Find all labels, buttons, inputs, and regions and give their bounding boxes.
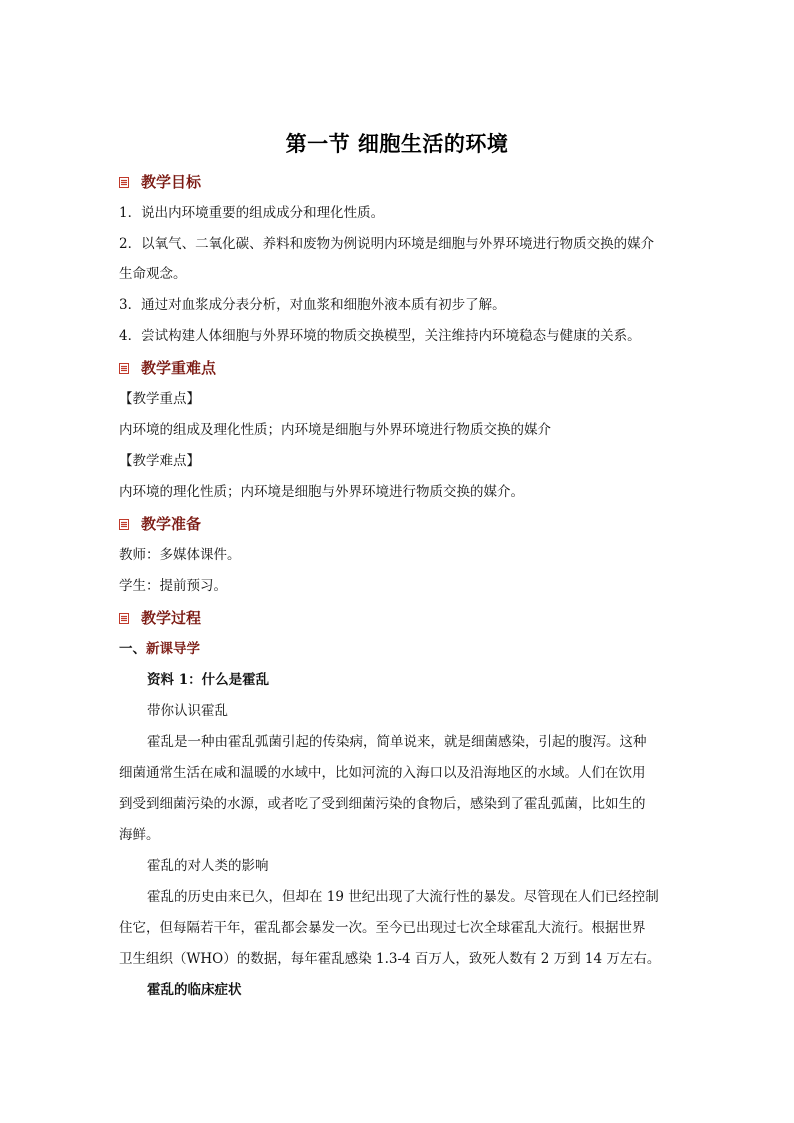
focus-text: 内环境的组成及理化性质；内环境是细胞与外界环境进行物质交换的媒介 — [119, 422, 551, 438]
para1-line-3: 到受到细菌污染的水源，或者吃了受到细菌污染的食物后，感染到了霍乱弧菌，比如生的 — [119, 796, 646, 812]
page-title: 第一节 细胞生活的环境 — [285, 131, 509, 156]
goal-item-3: 3．通过对血浆成分表分析，对血浆和细胞外液本质有初步了解。 — [119, 297, 506, 313]
para2-line-1: 霍乱的历史由来已久，但却在 19 世纪出现了大流行性的暴发。尽管现在人们已经控制 — [147, 889, 659, 905]
section-heading-process — [119, 607, 201, 629]
goal-item-1: 1．说出内环境重要的组成成分和理化性质。 — [119, 205, 385, 221]
prep-teacher: 教师：多媒体课件。 — [119, 547, 241, 563]
square-bullet-icon — [119, 363, 129, 374]
part-heading-new-lesson — [119, 639, 200, 659]
section-heading-text: 教学准备 — [141, 515, 202, 533]
difficulty-text: 内环境的理化性质；内环境是细胞与外界环境进行物质交换的媒介。 — [119, 484, 524, 500]
goal-item-2-cont: 生命观念。 — [119, 266, 187, 282]
prep-student: 学生：提前预习。 — [119, 578, 227, 594]
square-bullet-icon — [119, 613, 129, 624]
square-bullet-icon — [119, 519, 129, 530]
para2-line-2: 住它，但每隔若干年，霍乱都会暴发一次。至今已出现过七次全球霍乱大流行。根据世界 — [119, 920, 646, 936]
symptoms-heading: 霍乱的临床症状 — [147, 982, 242, 998]
impact-heading: 霍乱的对人类的影响 — [147, 858, 269, 874]
part-title: 新课导学 — [146, 641, 200, 657]
section-heading-text: 教学过程 — [141, 609, 202, 627]
goal-item-4: 4．尝试构建人体细胞与外界环境的物质交换模型，关注维持内环境稳态与健康的关系。 — [119, 328, 641, 344]
section-heading-text: 教学目标 — [141, 173, 202, 191]
section-heading-key-points — [119, 357, 216, 379]
section-heading-preparation — [119, 513, 201, 535]
para1-line-2: 细菌通常生活在咸和温暖的水域中，比如河流的入海口以及沿海地区的水域。人们在饮用 — [119, 765, 646, 781]
section-heading-goals — [119, 171, 201, 193]
intro-heading: 带你认识霍乱 — [147, 703, 228, 719]
para1-line-1: 霍乱是一种由霍乱弧菌引起的传染病，简单说来，就是细菌感染，引起的腹泻。这种 — [147, 734, 647, 750]
square-bullet-icon — [119, 177, 129, 188]
goal-item-2: 2．以氧气、二氧化碳、养料和废物为例说明内环境是细胞与外界环境进行物质交换的媒介 — [119, 236, 655, 252]
part-number: 一、 — [119, 641, 146, 657]
difficulty-label: 【教学难点】 — [119, 453, 200, 469]
material-1-title: 资料 1：什么是霍乱 — [147, 672, 270, 688]
focus-label: 【教学重点】 — [119, 391, 200, 407]
para1-line-4: 海鲜。 — [119, 827, 160, 843]
para2-line-3: 卫生组织（WHO）的数据，每年霍乱感染 1.3-4 百万人，致死人数有 2 万到 14 万左右。 — [119, 951, 661, 967]
section-heading-text: 教学重难点 — [141, 359, 217, 377]
